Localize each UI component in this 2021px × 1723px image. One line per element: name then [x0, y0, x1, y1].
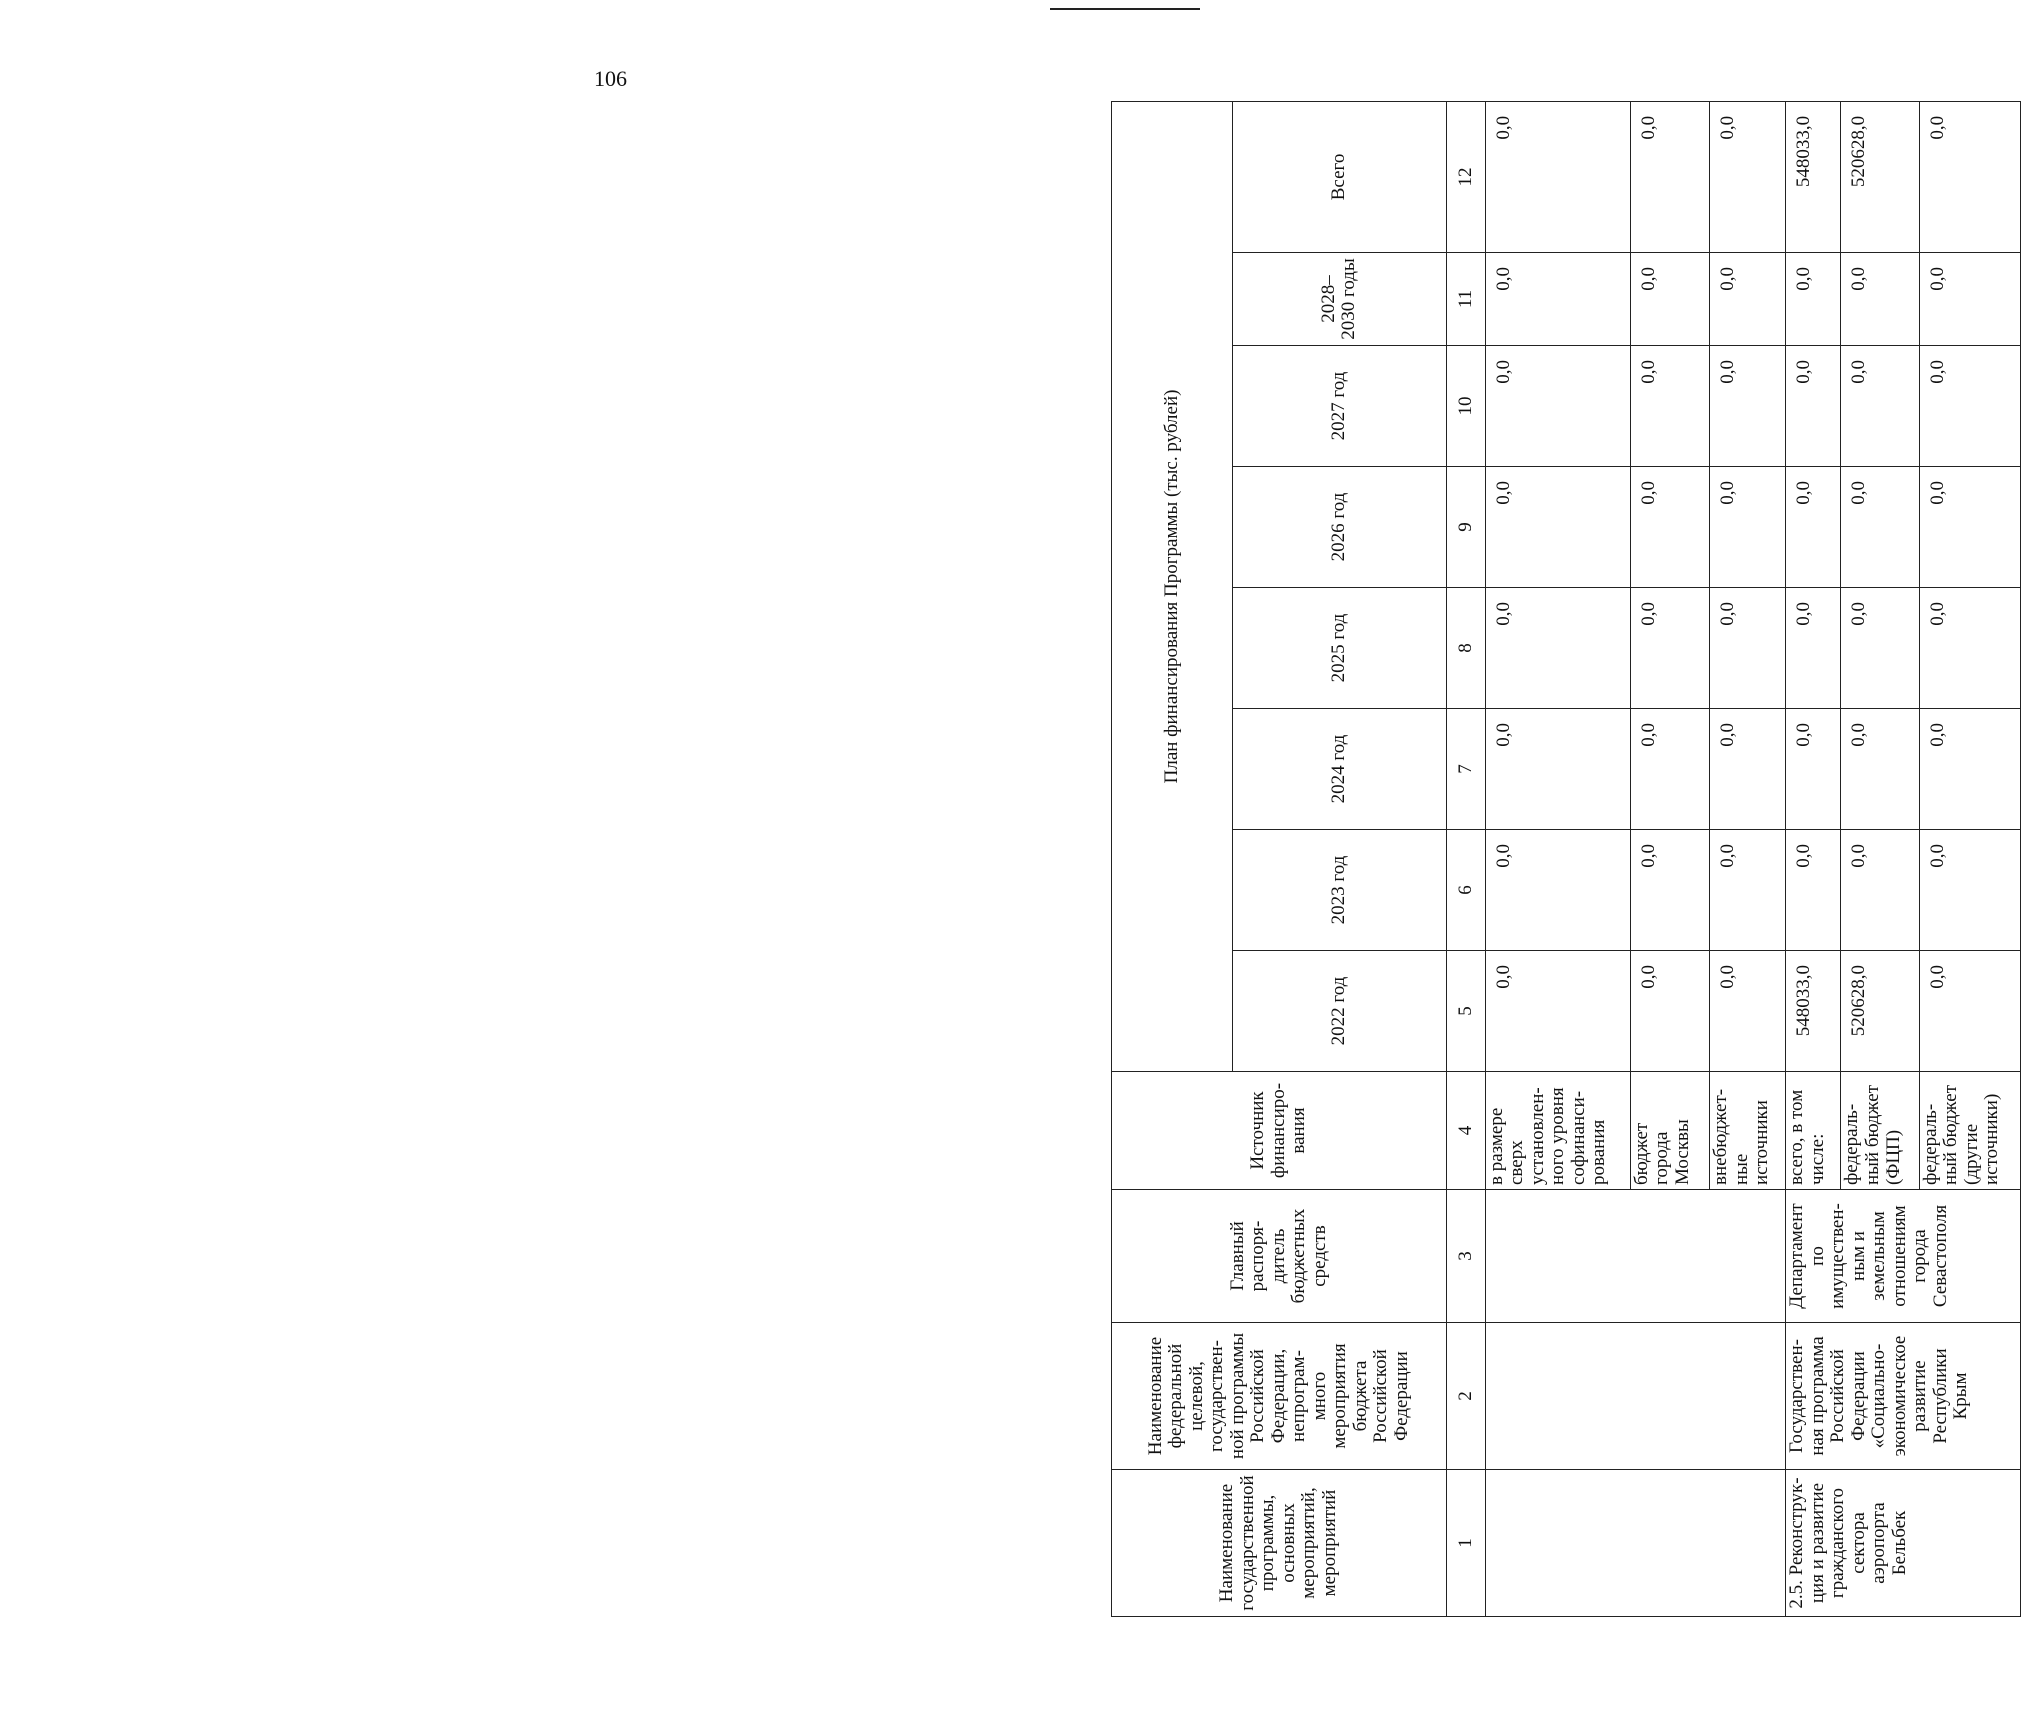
- colnum-6: 6: [1446, 830, 1485, 951]
- value-cell: 0,0: [1485, 253, 1630, 346]
- source-cell: внебюджет-ные источники: [1710, 1072, 1786, 1190]
- financing-table: [1111, 101, 2021, 1617]
- value-cell: 0,0: [1630, 467, 1709, 588]
- value-cell: 0,0: [1710, 951, 1786, 1072]
- header-year-2022: 2022 год: [1232, 951, 1446, 1072]
- table-row: [1485, 101, 1630, 1616]
- value-cell: 548033,0: [1786, 951, 1841, 1072]
- prev-manager-cell: [1485, 1190, 1785, 1323]
- header-col3: Главный распоря-дитель бюджетных средств: [1112, 1190, 1447, 1323]
- value-cell: 0,0: [1630, 951, 1709, 1072]
- colnum-4: 4: [1446, 1072, 1485, 1190]
- value-cell: 0,0: [1710, 346, 1786, 467]
- page-number: 106: [594, 66, 627, 91]
- item-name-cell: 2.5. Реконструк-ция и развитие гражданского сектора аэропорта Бельбек: [1786, 1470, 2021, 1617]
- header-year-2027: 2027 год: [1232, 346, 1446, 467]
- colnum-8: 8: [1446, 588, 1485, 709]
- value-cell: 0,0: [1710, 709, 1786, 830]
- colnum-11: 11: [1446, 253, 1485, 346]
- table-row: [1786, 101, 1841, 1616]
- value-cell: 0,0: [1841, 830, 1919, 951]
- item-program-cell: Государствен-ная программа Российской Федерации «Социально-экономическое развитие Республики Крым: [1786, 1323, 2021, 1470]
- value-cell: 0,0: [1630, 346, 1709, 467]
- value-cell: 0,0: [1485, 346, 1630, 467]
- header-col1: Наименование государственной программы, основных мероприятий, мероприятий: [1112, 1470, 1447, 1617]
- prev-program-cell: [1485, 1323, 1785, 1470]
- header-year-2026: 2026 год: [1232, 467, 1446, 588]
- value-cell: 0,0: [1841, 253, 1919, 346]
- value-cell: 0,0: [1630, 253, 1709, 346]
- header-year-2025: 2025 год: [1232, 588, 1446, 709]
- column-numbers-row: [1446, 101, 1485, 1616]
- header-total: Всего: [1232, 101, 1446, 252]
- value-cell: 0,0: [1919, 830, 2020, 951]
- header-year-2024: 2024 год: [1232, 709, 1446, 830]
- value-cell: 520628,0: [1841, 101, 1919, 252]
- value-cell: 0,0: [1786, 467, 1841, 588]
- colnum-5: 5: [1446, 951, 1485, 1072]
- source-cell: бюджет города Москвы: [1630, 1072, 1709, 1190]
- value-cell: 0,0: [1786, 253, 1841, 346]
- value-cell: 0,0: [1919, 467, 2020, 588]
- value-cell: 0,0: [1919, 951, 2020, 1072]
- header-plan: План финансирования Программы (тыс. рублей): [1112, 101, 1233, 1071]
- value-cell: 0,0: [1841, 588, 1919, 709]
- value-cell: 0,0: [1710, 588, 1786, 709]
- value-cell: 0,0: [1710, 253, 1786, 346]
- value-cell: 0,0: [1786, 346, 1841, 467]
- header-col4: Источник финансиро-вания: [1112, 1072, 1447, 1190]
- value-cell: 0,0: [1786, 830, 1841, 951]
- value-cell: 0,0: [1485, 709, 1630, 830]
- colnum-2: 2: [1446, 1323, 1485, 1470]
- value-cell: 0,0: [1786, 709, 1841, 830]
- colnum-12: 12: [1446, 101, 1485, 252]
- value-cell: 0,0: [1485, 830, 1630, 951]
- source-cell: федераль-ный бюджет (ФЦП): [1841, 1072, 1919, 1190]
- value-cell: 0,0: [1919, 346, 2020, 467]
- header-year-2023: 2023 год: [1232, 830, 1446, 951]
- value-cell: 0,0: [1710, 830, 1786, 951]
- colnum-10: 10: [1446, 346, 1485, 467]
- header-year-2028-2030: 2028–2030 годы: [1232, 253, 1446, 346]
- prev-name-cell: [1485, 1470, 1785, 1617]
- value-cell: 0,0: [1710, 467, 1786, 588]
- value-cell: 0,0: [1485, 951, 1630, 1072]
- header-col2: Наименование федеральной целевой, государствен-ной программы Российской Федерации, непрограм-много мероприятия бюджета Российской Федерации: [1112, 1323, 1447, 1470]
- value-cell: 0,0: [1630, 588, 1709, 709]
- value-cell: 0,0: [1485, 467, 1630, 588]
- source-cell: федераль-ный бюджет (другие источники): [1919, 1072, 2020, 1190]
- value-cell: 0,0: [1710, 101, 1786, 252]
- top-rule: [1050, 8, 1200, 10]
- value-cell: 0,0: [1630, 709, 1709, 830]
- value-cell: 0,0: [1485, 101, 1630, 252]
- value-cell: 0,0: [1630, 830, 1709, 951]
- value-cell: 0,0: [1841, 709, 1919, 830]
- item-manager-cell: Департамент по имуществен-ным и земельным отношениям города Севастополя: [1786, 1190, 2021, 1323]
- rotated-table-wrapper: [1111, 102, 2021, 1617]
- value-cell: 0,0: [1919, 588, 2020, 709]
- value-cell: 0,0: [1919, 101, 2020, 252]
- value-cell: 0,0: [1841, 467, 1919, 588]
- value-cell: 0,0: [1485, 588, 1630, 709]
- value-cell: 0,0: [1630, 101, 1709, 252]
- colnum-1: 1: [1446, 1470, 1485, 1617]
- colnum-9: 9: [1446, 467, 1485, 588]
- source-cell: в размере сверх установлен-ного уровня софинанси-рования: [1485, 1072, 1630, 1190]
- colnum-7: 7: [1446, 709, 1485, 830]
- colnum-3: 3: [1446, 1190, 1485, 1323]
- value-cell: 0,0: [1919, 253, 2020, 346]
- value-cell: 520628,0: [1841, 951, 1919, 1072]
- header-row-1: [1112, 101, 1233, 1616]
- value-cell: 0,0: [1919, 709, 2020, 830]
- value-cell: 548033,0: [1786, 101, 1841, 252]
- value-cell: 0,0: [1786, 588, 1841, 709]
- source-cell: всего, в том числе:: [1786, 1072, 1841, 1190]
- value-cell: 0,0: [1841, 346, 1919, 467]
